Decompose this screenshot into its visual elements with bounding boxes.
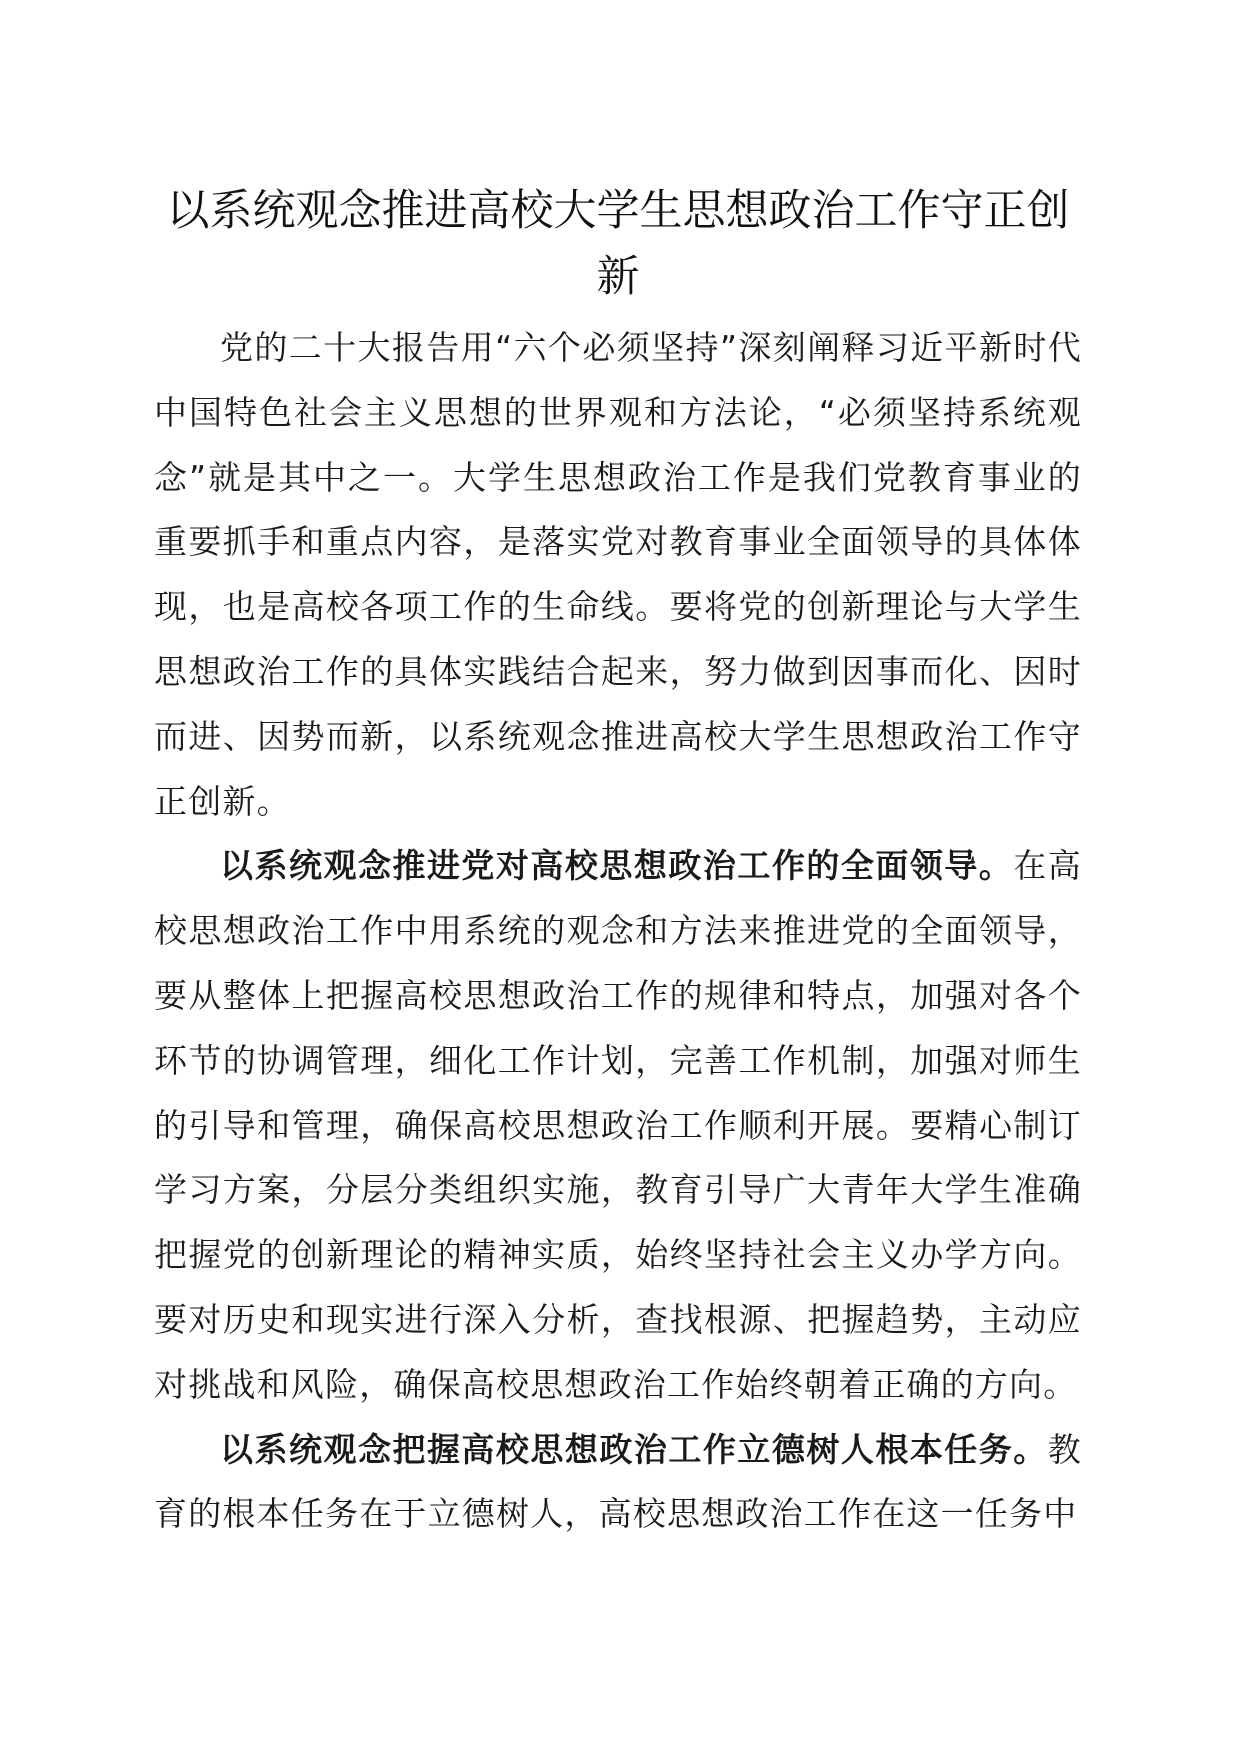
paragraph-heading: 以系统观念把握高校思想政治工作立德树人根本任务。	[220, 1429, 1048, 1469]
paragraph-leadership	[154, 834, 1082, 1417]
paragraph-heading: 以系统观念推进党对高校思想政治工作的全面领导。	[220, 846, 1014, 886]
paragraph-text: 在高校思想政治工作中用系统的观念和方法来推进党的全面领导，要从整体上把握高校思想政治工作的规律和特点，加强对各个环节的协调管理，细化工作计划，完善工作机制，加强对师生的引导和管理，确保高校思想政治工作顺利开展。要精心制订学习方案，分层分类组织实施，教育引导广大青年大学生准确把握党的创新理论的精神实质，始终坚持社会主义办学方向。要对历史和现实进行深入分析，查找根源、把握趋势，主动应对挑战和风险，确保高校思想政治工作始终朝着正确的方向。	[154, 846, 1082, 1404]
document-page	[154, 178, 1082, 1547]
paragraph-text: 教育的根本任务在于立德树人，高校思想政治工作在这一任务中	[154, 1429, 1082, 1534]
paragraph-intro	[154, 316, 1082, 834]
paragraph-fundamental-task	[154, 1418, 1082, 1548]
document-title: 以系统观念推进高校大学生思想政治工作守正创新	[166, 186, 1070, 302]
paragraph-text: 党的二十大报告用“六个必须坚持”深刻阐释习近平新时代中国特色社会主义思想的世界观和方法论，“必须坚持系统观念”就是其中之一。大学生思想政治工作是我们党教育事业的重要抓手和重点内容，是落实党对教育事业全面领导的具体体现，也是高校各项工作的生命线。要将党的创新理论与大学生思想政治工作的具体实践结合起来，努力做到因事而化、因时而进、因势而新，以系统观念推进高校大学生思想政治工作守正创新。	[154, 328, 1082, 821]
